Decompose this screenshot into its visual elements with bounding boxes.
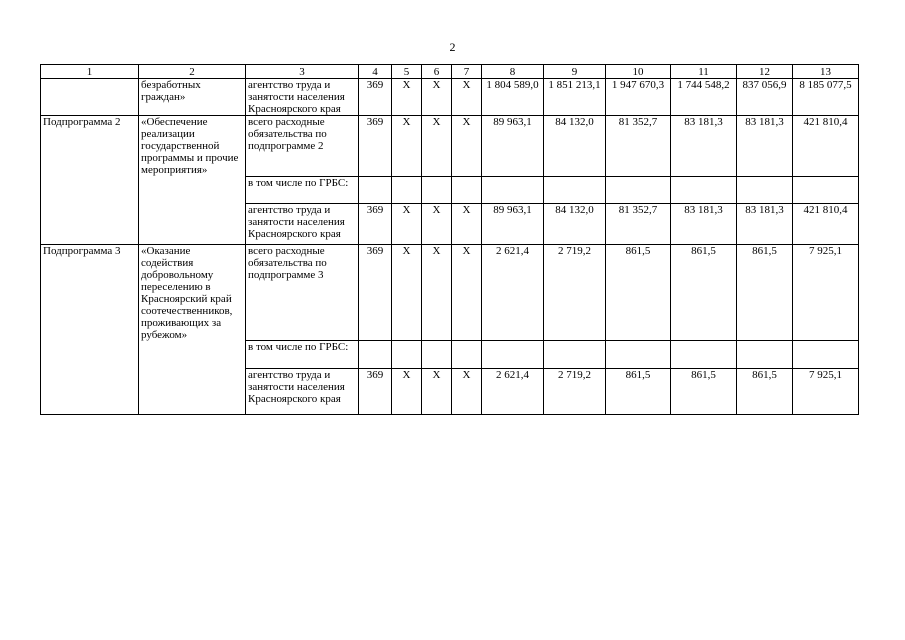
cell: 7 925,1 xyxy=(793,244,859,341)
cell xyxy=(452,341,482,369)
cell xyxy=(392,341,422,369)
column-header: 6 xyxy=(422,65,452,79)
item-cell: в том числе по ГРБС: xyxy=(246,341,359,369)
cell: Х xyxy=(452,203,482,244)
cell: 83 181,3 xyxy=(671,203,737,244)
cell xyxy=(737,176,793,203)
cell xyxy=(606,176,671,203)
cell: 81 352,7 xyxy=(606,203,671,244)
cell: 2 719,2 xyxy=(544,244,606,341)
cell: 1 851 213,1 xyxy=(544,79,606,116)
table-row xyxy=(41,116,859,177)
column-header: 2 xyxy=(139,65,246,79)
cell xyxy=(793,341,859,369)
cell: 369 xyxy=(359,369,392,415)
item-cell: в том числе по ГРБС: xyxy=(246,176,359,203)
description-cell: «Оказание содействия добровольному переселению в Красноярский край соотечественников, проживающих за рубежом» xyxy=(139,244,246,341)
cell: Х xyxy=(452,79,482,116)
program-cell xyxy=(41,341,139,369)
cell xyxy=(671,341,737,369)
cell: Х xyxy=(422,203,452,244)
column-header: 13 xyxy=(793,65,859,79)
cell: 83 181,3 xyxy=(671,116,737,177)
item-cell: агентство труда и занятости населения Красноярского края xyxy=(246,369,359,415)
cell: 369 xyxy=(359,244,392,341)
item-cell: всего расходные обязательства по подпрограмме 3 xyxy=(246,244,359,341)
description-cell xyxy=(139,176,246,203)
column-header: 10 xyxy=(606,65,671,79)
cell: 861,5 xyxy=(606,369,671,415)
header-row xyxy=(41,65,859,79)
description-cell: безработных граждан» xyxy=(139,79,246,116)
cell: 89 963,1 xyxy=(482,116,544,177)
cell: 1 744 548,2 xyxy=(671,79,737,116)
cell: Х xyxy=(392,79,422,116)
item-cell: агентство труда и занятости населения Красноярского края xyxy=(246,79,359,116)
cell xyxy=(392,176,422,203)
cell xyxy=(422,176,452,203)
cell xyxy=(606,341,671,369)
cell: Х xyxy=(452,116,482,177)
cell: 7 925,1 xyxy=(793,369,859,415)
column-header: 3 xyxy=(246,65,359,79)
cell: 2 719,2 xyxy=(544,369,606,415)
cell: 369 xyxy=(359,116,392,177)
cell: 421 810,4 xyxy=(793,116,859,177)
cell: 81 352,7 xyxy=(606,116,671,177)
table-row xyxy=(41,79,859,116)
cell: 83 181,3 xyxy=(737,203,793,244)
description-cell xyxy=(139,369,246,415)
cell: 861,5 xyxy=(737,369,793,415)
cell: Х xyxy=(392,369,422,415)
column-header: 5 xyxy=(392,65,422,79)
cell: 861,5 xyxy=(606,244,671,341)
column-header: 7 xyxy=(452,65,482,79)
page-number: 2 xyxy=(449,40,456,54)
cell: 2 621,4 xyxy=(482,244,544,341)
cell: Х xyxy=(392,116,422,177)
column-header: 9 xyxy=(544,65,606,79)
cell: Х xyxy=(422,116,452,177)
cell xyxy=(422,341,452,369)
cell: 369 xyxy=(359,203,392,244)
cell: Х xyxy=(422,369,452,415)
cell: Х xyxy=(422,79,452,116)
cell: Х xyxy=(452,369,482,415)
program-cell xyxy=(41,203,139,244)
cell xyxy=(793,176,859,203)
expenditure-table xyxy=(40,64,859,415)
cell: Х xyxy=(452,244,482,341)
program-cell: Подпрограмма 3 xyxy=(41,244,139,341)
table-row xyxy=(41,369,859,415)
item-cell: агентство труда и занятости населения Красноярского края xyxy=(246,203,359,244)
description-cell xyxy=(139,203,246,244)
description-cell xyxy=(139,341,246,369)
program-cell: Подпрограмма 2 xyxy=(41,116,139,177)
program-cell xyxy=(41,369,139,415)
cell: Х xyxy=(392,244,422,341)
cell: 89 963,1 xyxy=(482,203,544,244)
cell xyxy=(737,341,793,369)
program-cell xyxy=(41,79,139,116)
cell: 84 132,0 xyxy=(544,116,606,177)
cell: 861,5 xyxy=(671,244,737,341)
cell: 369 xyxy=(359,79,392,116)
table-row xyxy=(41,341,859,369)
program-cell xyxy=(41,176,139,203)
cell xyxy=(359,341,392,369)
cell xyxy=(671,176,737,203)
cell xyxy=(482,341,544,369)
cell: 84 132,0 xyxy=(544,203,606,244)
column-header: 8 xyxy=(482,65,544,79)
table-row xyxy=(41,203,859,244)
cell: 83 181,3 xyxy=(737,116,793,177)
cell xyxy=(482,176,544,203)
cell: 837 056,9 xyxy=(737,79,793,116)
item-cell: всего расходные обязательства по подпрограмме 2 xyxy=(246,116,359,177)
description-cell: «Обеспечение реализации государственной программы и прочие мероприятия» xyxy=(139,116,246,177)
cell: 861,5 xyxy=(737,244,793,341)
cell xyxy=(359,176,392,203)
table-row xyxy=(41,176,859,203)
cell xyxy=(544,341,606,369)
cell: Х xyxy=(392,203,422,244)
cell: 2 621,4 xyxy=(482,369,544,415)
cell: 861,5 xyxy=(671,369,737,415)
cell: 421 810,4 xyxy=(793,203,859,244)
cell xyxy=(452,176,482,203)
column-header: 4 xyxy=(359,65,392,79)
column-header: 12 xyxy=(737,65,793,79)
cell: 8 185 077,5 xyxy=(793,79,859,116)
cell xyxy=(544,176,606,203)
table-row xyxy=(41,244,859,341)
column-header: 1 xyxy=(41,65,139,79)
column-header: 11 xyxy=(671,65,737,79)
cell: 1 804 589,0 xyxy=(482,79,544,116)
cell: 1 947 670,3 xyxy=(606,79,671,116)
cell: Х xyxy=(422,244,452,341)
